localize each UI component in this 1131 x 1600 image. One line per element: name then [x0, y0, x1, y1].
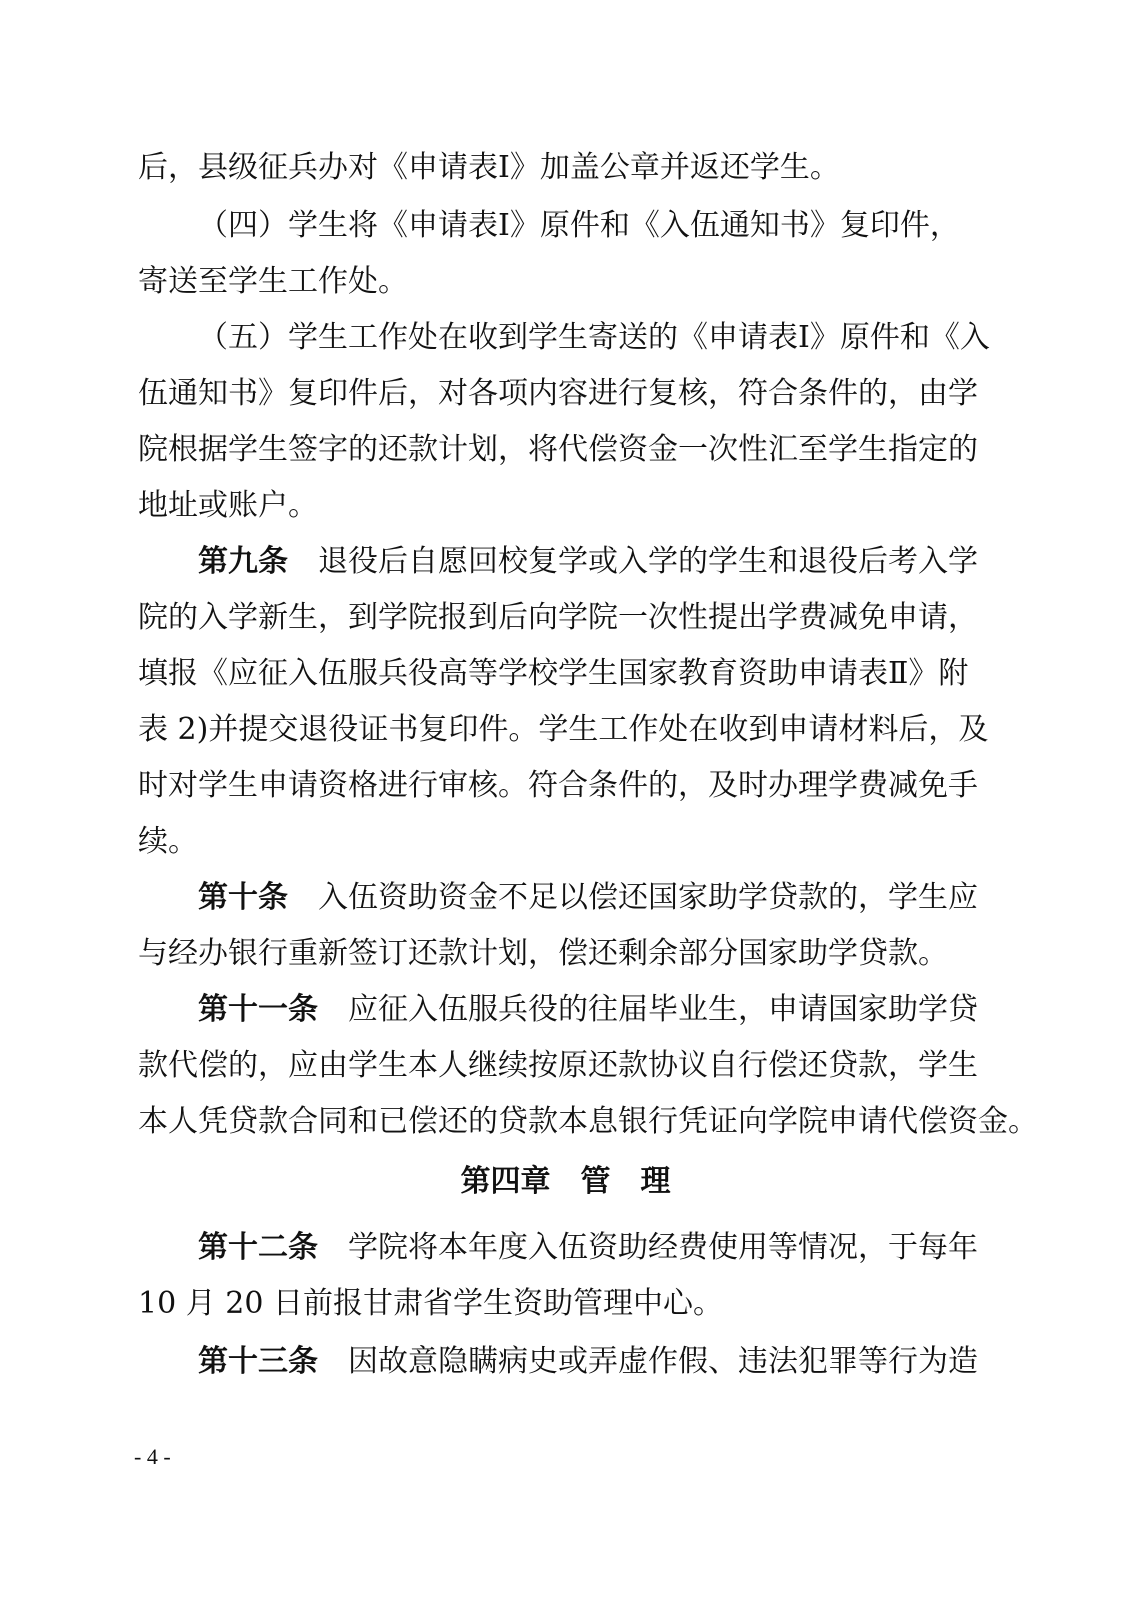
- article-heading: 第十二条: [198, 1230, 318, 1265]
- text-line: 地址或账户。: [138, 488, 318, 523]
- text-line: 寄送至学生工作处。: [138, 264, 408, 299]
- text-line: （四）学生将《申请表Ⅰ》原件和《入伍通知书》复印件，: [198, 208, 960, 243]
- text-line: 应征入伍服兵役的往届毕业生，申请国家助学贷: [348, 992, 978, 1027]
- article-heading: 第十条: [198, 880, 288, 915]
- text-line: 学院将本年度入伍资助经费使用等情况，于每年: [348, 1230, 978, 1265]
- text-line: 院的入学新生，到学院报到后向学院一次性提出学费减免申请，: [138, 600, 978, 635]
- text-line: 因故意隐瞒病史或弄虚作假、违法犯罪等行为造: [348, 1344, 978, 1379]
- article-heading: 第十三条: [198, 1344, 318, 1379]
- text-line: 退役后自愿回校复学或入学的学生和退役后考入学: [318, 544, 978, 579]
- text-line: 院根据学生签字的还款计划，将代偿资金一次性汇至学生指定的: [138, 432, 978, 467]
- article-first-line: [198, 1340, 978, 1384]
- text-line: 10 月 20 日前报甘肃省学生资助管理中心。: [138, 1286, 723, 1321]
- text-line: 时对学生申请资格进行审核。符合条件的，及时办理学费减免手: [138, 768, 978, 803]
- text-line: 填报《应征入伍服兵役高等学校学生国家教育资助申请表Ⅱ》附: [138, 656, 969, 691]
- text-line: 表 2)并提交退役证书复印件。学生工作处在收到申请材料后，及: [138, 712, 989, 747]
- article-first-line: [198, 876, 978, 920]
- article-heading: 第十一条: [198, 992, 318, 1027]
- chapter-title: 第四章 管 理: [460, 1164, 671, 1199]
- article-first-line: [198, 540, 978, 584]
- text-line: 款代偿的，应由学生本人继续按原还款协议自行偿还贷款，学生: [138, 1048, 978, 1083]
- text-line: 与经办银行重新签订还款计划，偿还剩余部分国家助学贷款。: [138, 936, 948, 971]
- article-first-line: [198, 988, 978, 1032]
- text-line: 入伍资助资金不足以偿还国家助学贷款的，学生应: [318, 880, 978, 915]
- text-line: 后，县级征兵办对《申请表Ⅰ》加盖公章并返还学生。: [138, 150, 840, 185]
- text-line: （五）学生工作处在收到学生寄送的《申请表Ⅰ》原件和《入: [198, 320, 990, 355]
- text-line: 本人凭贷款合同和已偿还的贷款本息银行凭证向学院申请代偿资金。: [138, 1104, 1038, 1139]
- article-first-line: [198, 1226, 978, 1270]
- text-line: 伍通知书》复印件后，对各项内容进行复核，符合条件的，由学: [138, 376, 978, 411]
- text-line: 续。: [138, 824, 198, 859]
- article-heading: 第九条: [198, 544, 288, 579]
- page-number: - 4 -: [134, 1444, 171, 1469]
